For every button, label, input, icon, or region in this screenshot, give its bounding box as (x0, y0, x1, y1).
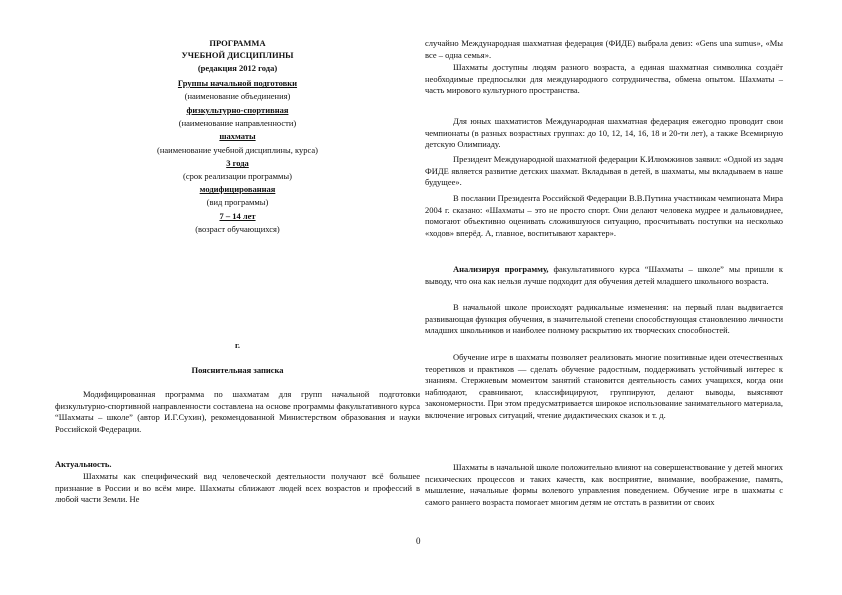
subject-caption: (наименование учебной дисциплины, курса) (157, 145, 318, 155)
subject-value: шахматы (219, 131, 256, 141)
right-paragraph-4: Президент Международной шахматной федерации К.Илюмжинов заявил: «Одной из задач ФИДЕ является развитие детских шахмат. Вкладывая в детей, в шахматы, мы вкладываем в наше будущее». (425, 154, 783, 188)
analysis-label: Анализируя программу, (453, 264, 549, 274)
term-caption: (срок реализации программы) (183, 171, 292, 181)
analysis-text: факультативного курса “Шахматы – школе” мы пришли к выводу, что она как нельзя лучше подходит для обучения детей младшего школьного возраста. (425, 264, 783, 286)
intro-paragraph: Модифицированная программа по шахматам для групп начальной подготовки физкультурно-спортивной направленности составлена на основе программы факультативного курса “Шахматы – школе” (автор И.Г.Сухин), рекомендованной Министерством образования и науки Российской Федерации. (55, 389, 420, 434)
kind-caption: (вид программы) (206, 197, 269, 207)
group-caption: (наименование объединения) (184, 91, 291, 101)
right-paragraph-8: Обучение игре в шахматы позволяет реализовать многие позитивные идеи отечественных теоретиков и практиков — сделать обучение радостным, поддерживать устойчивый интерес к знаниям. Стержневым моментом занятий становится деятельность самих учащихся, когда они наблюдают, сравнивают, классифицируют, группируют, делают выводы, выясняют закономерности. При этом предусматривается широкое использование занимательного материала, включение игровых ситуаций, чтение дидактических сказок и т. д. (425, 352, 783, 420)
right-paragraph-2: Шахматы доступны людям разного возраста, а единая шахматная символика создаёт необходимые предпосылки для международного сотрудничества, обмена опытом. Шахматы – часть мирового культурного пространства. (425, 62, 783, 96)
right-paragraph-3: Для юных шахматистов Международная шахматная федерация ежегодно проводит свои чемпионаты (в разных возрастных группах: до 10, 12, 14, 16, 18 и 20-ти лет), а также Всемирную детскую Олимпиаду. (425, 116, 783, 150)
program-title: ПРОГРАММА (209, 38, 266, 48)
discipline-title: УЧЕБНОЙ ДИСЦИПЛИНЫ (181, 50, 294, 60)
age-caption: (возраст обучающихся) (195, 224, 280, 234)
right-paragraph-9: Шахматы в начальной школе положительно влияют на совершенствование у детей многих психических процессов и таких качеств, как восприятие, внимание, воображение, память, мышление, начальные формы волевого управления поведением. Обучение игре в шахматы с самого раннего возраста помогает многим детям не отстать в развитии от своих (425, 462, 783, 507)
right-paragraph-7: В начальной школе происходят радикальные изменения: на первый план выдвигается развивающая функция обучения, в значительной степени способствующая становлению личности младших школьников и наиболее полному раскрытию их творческих способностей. (425, 302, 783, 336)
group-value: Группы начальной подготовки (177, 78, 298, 88)
right-paragraph-5: В послании Президента Российской Федерации В.В.Путина участникам чемпионата Мира 2004 г. сказано: «Шахматы – это не просто спорт. Они делают человека мудрее и дальновиднее, помогают объективно оценивать сложившуюся ситуацию, просчитывать поступки на несколько «ходов» вперёд. А, главное, воспитывают характер». (425, 193, 783, 238)
kind-value: модифицированная (199, 184, 276, 194)
right-paragraph-1: случайно Международная шахматная федерация (ФИДЕ) выбрала девиз: «Gens una sumus», «Мы все – одна семья». (425, 38, 783, 60)
age-value: 7 – 14 лет (219, 211, 256, 221)
relevance-label: Актуальность. (55, 459, 112, 469)
edition-line: (редакция 2012 года) (197, 63, 278, 73)
relevance-paragraph: Шахматы как специфический вид человеческой деятельности получают всё большее признание в России и во всём мире. Шахматы сближают людей всех возрастов и профессий в любой части Земли. Не (55, 471, 420, 505)
term-value: 3 года (226, 158, 249, 168)
page-number: 0 (416, 536, 421, 546)
direction-value: физкультурно-спортивная (186, 105, 289, 115)
right-paragraph-6 (425, 264, 783, 287)
direction-caption: (наименование направленности) (178, 118, 297, 128)
year-marker: г. (234, 340, 241, 350)
note-heading: Пояснительная записка (191, 365, 284, 375)
